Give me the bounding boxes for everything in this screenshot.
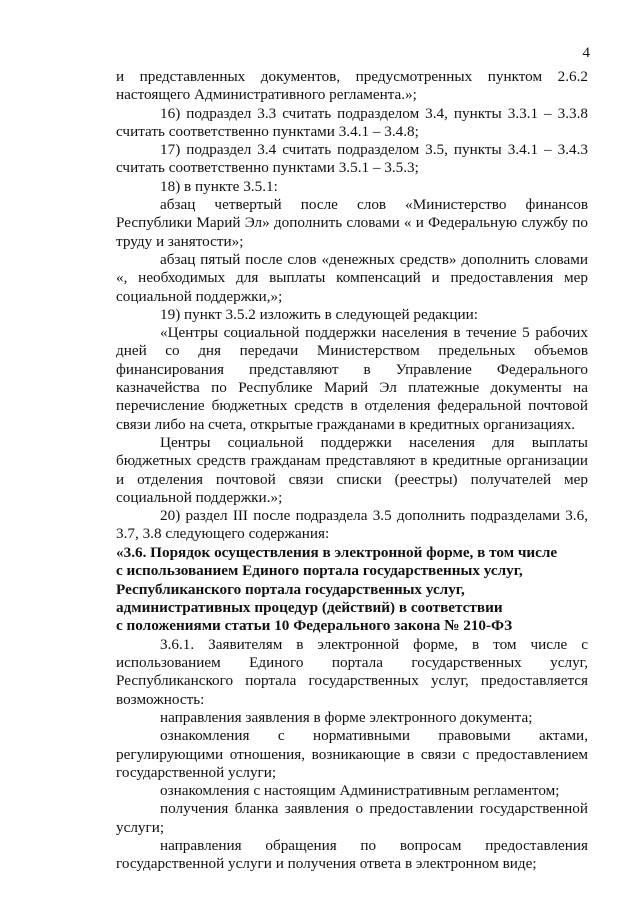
- paragraph: получения бланка заявления о предоставлении государственной услуги;: [116, 800, 588, 836]
- paragraph: абзац четвертый после слов «Министерство финансов Республики Марий Эл» дополнить словами « и Федеральную службу по труду и занятости»;: [116, 196, 588, 250]
- paragraph: и представленных документов, предусмотренных пунктом 2.6.2 настоящего Административного регламента.»;: [116, 68, 588, 104]
- paragraph: 3.6.1. Заявителям в электронной форме, в том числе с использованием Единого портала государственных услуг, Республиканского портала государственных услуг, предоставляется возможность:: [116, 635, 588, 708]
- amendments-list: [116, 68, 588, 544]
- heading-line: с положениями статьи 10 Федерального закона № 210-ФЗ: [116, 617, 513, 635]
- paragraph: направления обращения по вопросам предоставления государственной услуги и получения ответа в электронном виде;: [116, 837, 588, 873]
- paragraph: 19) пункт 3.5.2 изложить в следующей редакции:: [160, 305, 479, 323]
- paragraph: направления заявления в форме электронного документа;: [160, 708, 533, 726]
- paragraph: «Центры социальной поддержки населения в течение 5 рабочих дней со дня передачи Министерством предельных объемов финансирования представляют в Управление Федерального казначейства по Республике Марий Эл платежные документы на перечисление бюджетных средств в отделения федеральной почтовой связи либо на счета, открытые гражданами в кредитных организациях.: [116, 324, 588, 433]
- heading-line: «3.6. Порядок осуществления в электронной форме, в том числе: [116, 543, 558, 561]
- paragraph: Центры социальной поддержки населения для выплаты бюджетных средств гражданам представляют в кредитные организации и отделения почтовой связи списки (реестры) получателей мер социальной поддержки.»;: [116, 433, 588, 506]
- page-number: 4: [582, 45, 590, 61]
- section-heading: [116, 544, 588, 636]
- heading-line: с использованием Единого портала государственных услуг,: [116, 562, 523, 580]
- paragraph: ознакомления с настоящим Административным регламентом;: [160, 782, 560, 800]
- document-body: [116, 68, 588, 874]
- paragraph: 20) раздел III после подраздела 3.5 дополнить подразделами 3.6, 3.7, 3.8 следующего содержания:: [116, 507, 588, 543]
- paragraph: 17) подраздел 3.4 считать подразделом 3.5, пункты 3.4.1 – 3.4.3 считать соответственно пунктами 3.5.1 – 3.5.3;: [116, 141, 588, 177]
- section-3-6-text: [116, 636, 588, 874]
- paragraph: 16) подраздел 3.3 считать подразделом 3.4, пункты 3.3.1 – 3.3.8 считать соответственно пунктами 3.4.1 – 3.4.8;: [116, 104, 588, 140]
- paragraph: абзац пятый после слов «денежных средств» дополнить словами «, необходимых для выплаты компенсаций и предоставления мер социальной поддержки,»;: [116, 250, 588, 305]
- heading-line: Республиканского портала государственных услуг,: [116, 580, 465, 598]
- paragraph: 18) в пункте 3.5.1:: [160, 177, 278, 195]
- paragraph: ознакомления с нормативными правовыми актами, регулирующими отношения, возникающие в связи с предоставлением государственной услуги;: [116, 727, 588, 781]
- heading-line: административных процедур (действий) в соответствии: [116, 598, 503, 616]
